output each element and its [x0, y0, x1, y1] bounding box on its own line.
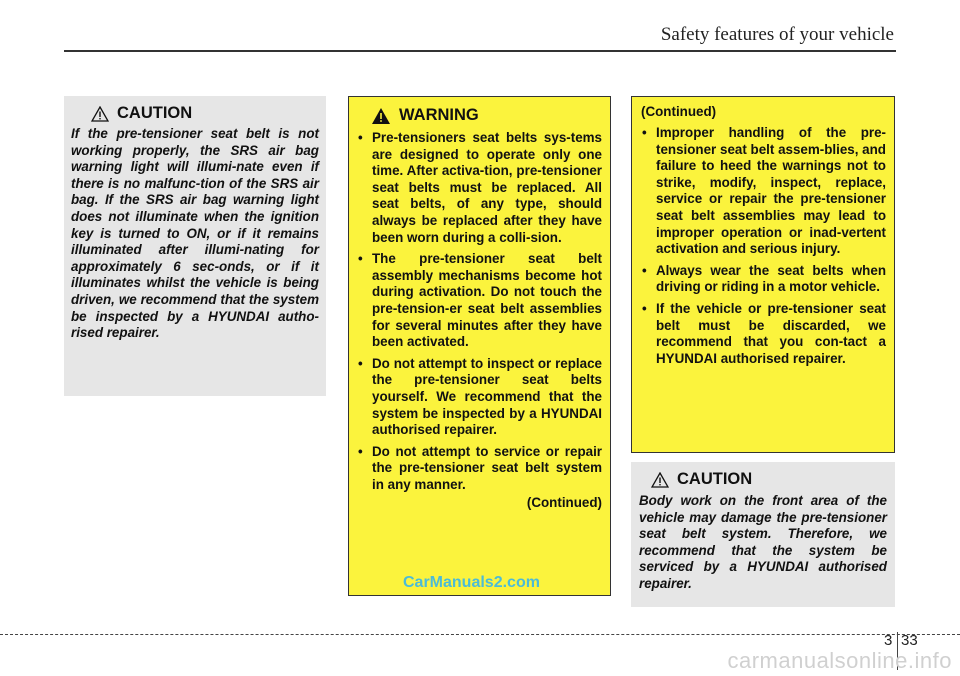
warning-list — [357, 130, 602, 493]
list-item: • If the vehicle or pre-tensioner seat belt must be discarded, we recommend that you con-tact a HYUNDAI authorised repairer. — [641, 301, 886, 367]
page-number: 33 — [901, 632, 918, 649]
list-item: • Do not attempt to inspect or replace the pre-tensioner seat belts yourself. We recommend that the system be inspected by a HYUNDAI authorised repairer. — [357, 356, 602, 439]
continued-heading: (Continued) — [641, 104, 717, 119]
section-number: 3 — [884, 632, 893, 649]
list-item: • Pre-tensioners seat belts sys-tems are designed to operate only one time. After activa-tion, pre-tensioner seat belts must be replaced. All seat belts, of any type, should always be replaced after they have been worn during a colli-sion. — [357, 130, 602, 246]
list-item: • Improper handling of the pre-tensioner seat belt assem-blies, and failure to heed the warnings not to strike, modify, inspect, replace, service or repair the pre-tensioner seat belt assemblies may lead to improper operation or inad-vertent activation and serious injury. — [641, 125, 886, 258]
caution-heading-left — [91, 104, 319, 123]
continued-box — [631, 96, 895, 453]
list-item: • Do not attempt to service or repair the pre-tensioner seat belt system in any manner. — [357, 444, 602, 494]
caution-label: CAUTION — [117, 104, 193, 122]
continued-label: (Continued) — [526, 495, 602, 511]
warning-triangle-icon — [651, 472, 669, 488]
warning-heading — [371, 106, 602, 125]
caution-box-right — [631, 462, 895, 607]
list-item: • The pre-tensioner seat belt assembly mechanisms become hot during activation. Do not touch the pre-tension-er seat belt assemblies for several minutes after they have been activated. — [357, 251, 602, 351]
header-rule — [64, 50, 896, 52]
caution-text-right: Body work on the front area of the vehicle may damage the pre-tensioner seat belt system. Therefore, we recommend that the system be serviced by a HYUNDAI authorised repairer. — [639, 493, 887, 591]
continued-list — [641, 125, 886, 367]
warning-box — [348, 96, 611, 596]
list-item: • Always wear the seat belts when driving or riding in a motor vehicle. — [641, 263, 886, 296]
warning-triangle-icon — [91, 106, 109, 122]
caution-label: CAUTION — [677, 470, 753, 488]
watermark-footer[interactable]: carmanualsonline.info — [727, 648, 952, 673]
caution-heading-right — [651, 470, 887, 489]
footer-dashed-rule — [0, 634, 960, 635]
warning-triangle-solid-icon — [371, 107, 391, 125]
caution-text-left: If the pre-tensioner seat belt is not working properly, the SRS air bag warning light will illumi-nate even if there is no malfunc-tion of the SRS air bag. If the SRS air bag warning light does not illuminate when the ignition key is turned to ON, or if it remains illuminated after illumi-nating for approximately 6 sec-onds, or if it illuminates whilst the vehicle is being driven, we recommend that the system be inspected by a HYUNDAI autho-rised repairer. — [71, 126, 319, 341]
watermark-link[interactable]: CarManuals2.com — [403, 574, 540, 591]
caution-box-left — [64, 96, 326, 396]
page-header-title: Safety features of your vehicle — [660, 24, 894, 45]
warning-label: WARNING — [399, 106, 479, 124]
